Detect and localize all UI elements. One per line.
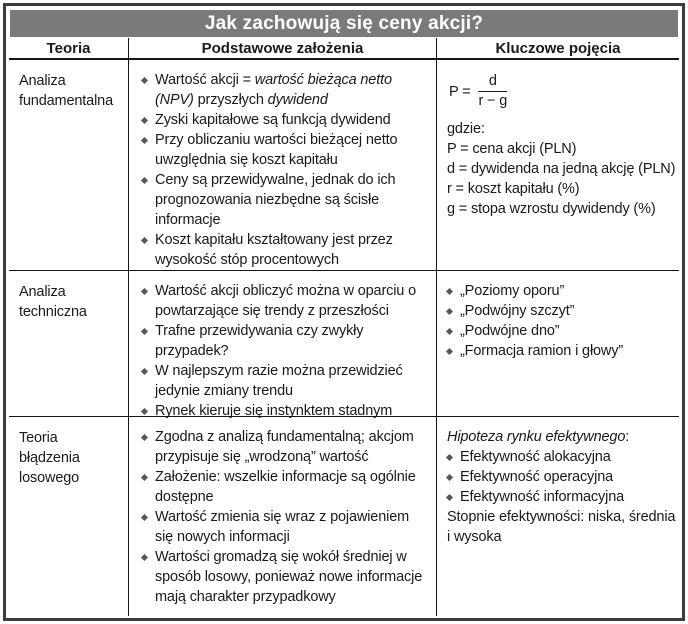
list-item: Trafne przewidywania czy zwykły przypadek?: [142, 321, 430, 361]
list-item: Zgodna z analizą fundamentalną; akcjom przypisuje się „wrodzoną” wartość: [142, 427, 430, 467]
list-item: „Formacja ramion i głowy”: [447, 341, 677, 361]
concepts-outro: Stopnie efektywności: niska, średnia i wysoka: [447, 509, 676, 545]
diamond-bullet-icon: [142, 110, 155, 130]
diamond-bullet-icon: [447, 467, 460, 487]
table-title: Jak zachowują się ceny akcji?: [10, 10, 678, 37]
diamond-bullet-icon: [142, 467, 155, 507]
column-header-theory: Teoria: [9, 38, 129, 60]
diamond-bullet-icon: [142, 281, 155, 321]
diamond-bullet-icon: [142, 547, 155, 607]
list-item: Przy obliczaniu wartości bieżącej netto uwzględnia się koszt kapitału: [142, 130, 430, 170]
assumptions-cell-analiza-techniczna: [129, 271, 437, 417]
concepts-cell-analiza-techniczna: [437, 271, 679, 417]
diamond-bullet-icon: [142, 427, 155, 467]
list-item: Wartość akcji obliczyć można w oparciu o powtarzające się trendy z przeszłości: [142, 281, 430, 321]
assumptions-list: [142, 427, 430, 607]
diamond-bullet-icon: [142, 130, 155, 170]
list-item: Koszt kapitału kształtowany jest przez wysokość stóp procentowych: [142, 230, 430, 270]
text-line: d = dywidenda na jedną akcję (PLN): [447, 161, 676, 177]
formula-numerator: d: [478, 73, 507, 92]
diamond-bullet-icon: [142, 230, 155, 270]
diamond-bullet-icon: [447, 447, 460, 467]
diamond-bullet-icon: [447, 487, 460, 507]
diamond-bullet-icon: [142, 70, 155, 110]
list-item: Efektywność informacyjna: [447, 487, 677, 507]
dividend-discount-formula: [449, 73, 677, 110]
list-item: Założenie: wszelkie informacje są ogólnie dostępne: [142, 467, 430, 507]
diamond-bullet-icon: [142, 507, 155, 547]
diamond-bullet-icon: [447, 301, 460, 321]
concepts-cell-analiza-fundamentalna: [437, 60, 679, 271]
theory-cell-analiza-fundamentalna: Analiza fundamentalna: [9, 60, 129, 271]
list-item: Zyski kapitałowe są funkcją dywidend: [142, 110, 430, 130]
formula-legend: [447, 119, 677, 219]
diamond-bullet-icon: [142, 321, 155, 361]
theory-cell-teoria-bladzenia-losowego: Teoria błądzenia losowego: [9, 417, 129, 616]
list-item: Wartość zmienia się wraz z pojawieniem się nowych informacji: [142, 507, 430, 547]
list-item: Efektywność alokacyjna: [447, 447, 677, 467]
list-item: Efektywność operacyjna: [447, 467, 677, 487]
diamond-bullet-icon: [447, 341, 460, 361]
text-line: gdzie:: [447, 121, 485, 137]
diamond-bullet-icon: [447, 281, 460, 301]
column-header-assumptions: Podstawowe założenia: [129, 38, 437, 60]
list-item: „Podwójne dno”: [447, 321, 677, 341]
list-item: „Podwójny szczyt”: [447, 301, 677, 321]
stock-price-behavior-table: [3, 3, 685, 621]
diamond-bullet-icon: [142, 361, 155, 401]
concepts-cell-teoria-bladzenia-losowego: [437, 417, 679, 616]
text-line: P = cena akcji (PLN): [447, 141, 577, 157]
formula-fraction: [478, 73, 507, 110]
concepts-intro: Hipoteza rynku efektywnego:: [447, 429, 630, 445]
assumptions-list: [142, 70, 430, 270]
concepts-list: [447, 447, 677, 507]
concepts-list: [447, 281, 677, 361]
list-item: Wartość akcji = wartość bieżąca netto (NPV) przyszłych dywidend: [142, 70, 430, 110]
formula-denominator: r − g: [478, 93, 508, 109]
diamond-bullet-icon: [447, 321, 460, 341]
text-line: g = stopa wzrostu dywidendy (%): [447, 201, 656, 217]
diamond-bullet-icon: [142, 170, 155, 230]
assumptions-cell-analiza-fundamentalna: [129, 60, 437, 271]
column-header-concepts: Kluczowe pojęcia: [437, 38, 679, 60]
list-item: „Poziomy oporu”: [447, 281, 677, 301]
text-line: r = koszt kapitału (%): [447, 181, 580, 197]
assumptions-cell-teoria-bladzenia-losowego: [129, 417, 437, 616]
table-grid: [9, 38, 679, 616]
list-item: Rynek kieruje się instynktem stadnym: [142, 401, 430, 421]
assumptions-list: [142, 281, 430, 421]
list-item: W najlepszym razie można przewidzieć jedynie zmiany trendu: [142, 361, 430, 401]
formula-lhs: P =: [449, 83, 471, 100]
theory-cell-analiza-techniczna: Analiza techniczna: [9, 271, 129, 417]
list-item: Ceny są przewidywalne, jednak do ich prognozowania niezbędne są ścisłe informacje: [142, 170, 430, 230]
list-item: Wartości gromadzą się wokół średniej w sposób losowy, ponieważ nowe informacje mają charakter przypadkowy: [142, 547, 430, 607]
